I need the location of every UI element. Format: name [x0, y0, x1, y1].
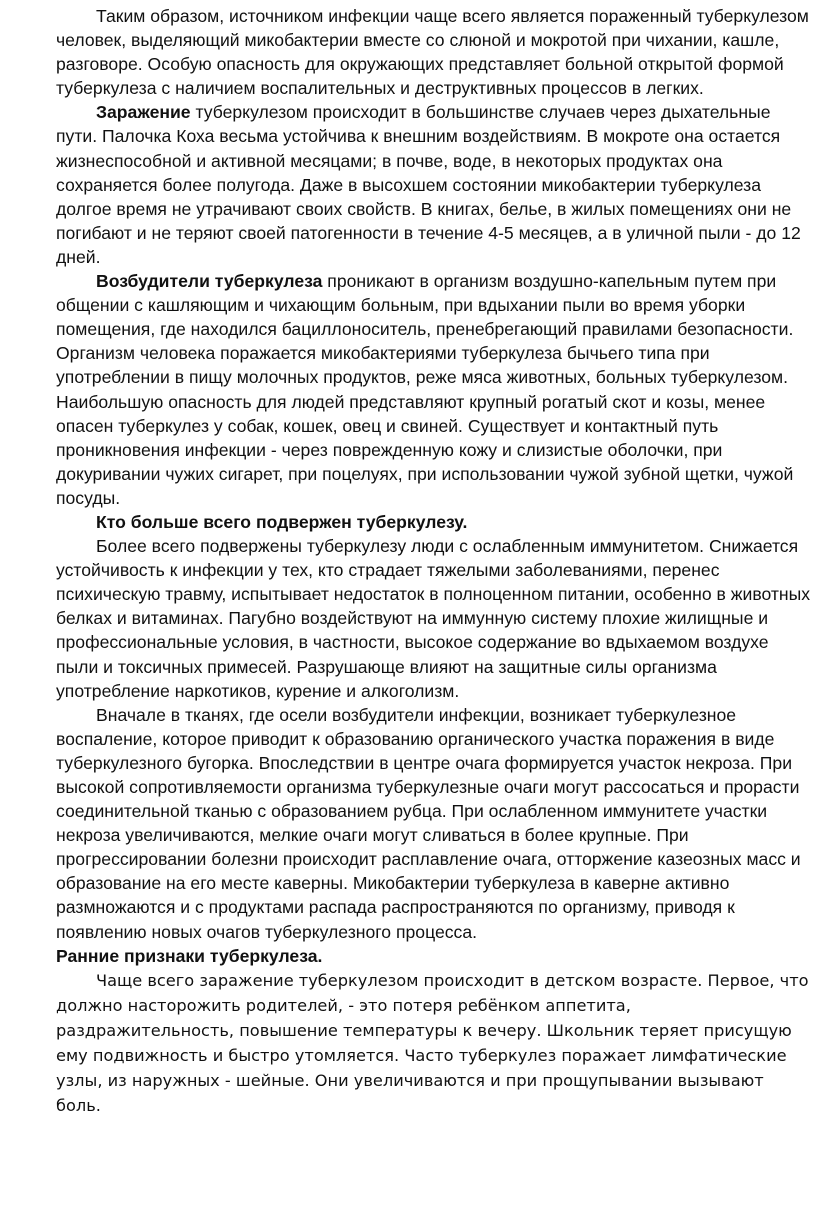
term-pathogens: Возбудители туберкулеза [96, 271, 323, 292]
term-infection: Заражение [96, 102, 191, 123]
paragraph-pathogens-text: проникают в организм воздушно-капельным путем при общении с кашляющим и чихающим больным, при вдыхании пыли во время уборки помещения, где находился бациллоноситель, пренебрегающий правилами безопасности. Организм человека поражается микобактериями туберкулеза бычьего типа при употреблении в пищу молочных продуктов, реже мяса животных, больных туберкулезом. Наибольшую опасность для людей представляют крупный рогатый скот и козы, менее опасен туберкулез у собак, кошек, овец и свиней. Существует и контактный путь проникновения инфекции - через поврежденную кожу и слизистые оболочки, при докуривании чужих сигарет, при поцелуях, при использовании чужой зубной щетки, чужой посуды. [56, 271, 794, 508]
paragraph-susceptibility: Более всего подвержены туберкулезу люди с ослабленным иммунитетом. Снижается устойчивость к инфекции у тех, кто страдает тяжелыми заболеваниями, перенес психическую травму, испытывает недостаток в полноценном питании, особенно в животных белках и витаминах. Пагубно воздействуют на иммунную систему плохие жилищные и профессиональные условия, в частности, высокое содержание во вдыхаемом воздухе пыли и токсичных примесей. Разрушающе влияют на защитные силы организма употребление наркотиков, курение и алкоголизм. [56, 536, 811, 701]
paragraph-early-signs: Чаще всего заражение туберкулезом происходит в детском возрасте. Первое, что должно насторожить родителей, - это потеря ребёнком аппетита, раздражительность, повышение температуры к вечеру. Школьник теряет присущую ему подвижность и быстро утомляется. Часто туберкулез поражает лимфатические узлы, из наружных - шейные. Они увеличиваются и при прощупывании вызывают боль. [56, 970, 809, 1115]
paragraph-pathogenesis: Вначале в тканях, где осели возбудители инфекции, возникает туберкулезное воспаление, которое приводит к образованию органического участка поражения в виде туберкулезного бугорка. Впоследствии в центре очага формируется участок некроза. При высокой сопротивляемости организма туберкулезные очаги могут рассосаться и прорасти соединительной тканью с образованием рубца. При ослабленном иммунитете участки некроза увеличиваются, мелкие очаги могут сливаться в более крупные. При прогрессировании болезни происходит расплавление очага, отторжение казеозных масс и образование на его месте каверны. Микобактерии туберкулеза в каверне активно размножаются и с продуктами распада распространяются по организму, приводя к появлению новых очагов туберкулезного процесса. [56, 704, 801, 942]
heading-who-susceptible: Кто больше всего подвержен туберкулезу. [96, 511, 468, 532]
paragraph-infection-route-text: туберкулезом происходит в большинстве случаев через дыхательные пути. Палочка Коха весьма устойчива к внешним воздействиям. В мокроте она остается жизнеспособной и активной месяцами; в почве, воде, в некоторых продуктах она сохраняется более полугода. Даже в высохшем состоянии микобактерии туберкулеза долгое время не утрачивают своих свойств. В книгах, белье, в жилых помещениях они не погибают и не теряют своей патогенности в течение 4-5 месяцев, а в уличной пыли - до 12 дней. [56, 102, 801, 267]
paragraph-pathogens [56, 269, 812, 510]
paragraph-infection-route [56, 100, 812, 269]
paragraph-infection-source: Таким образом, источником инфекции чаще всего является пораженный туберкулезом человек, выделяющий микобактерии вместе со слюной и мокротой при чихании, кашле, разговоре. Особую опасность для окружающих представляет больной открытой формой туберкулеза с наличием воспалительных и деструктивных процессов в легких. [56, 6, 809, 99]
heading-early-signs: Ранние признаки туберкулеза. [56, 945, 323, 966]
